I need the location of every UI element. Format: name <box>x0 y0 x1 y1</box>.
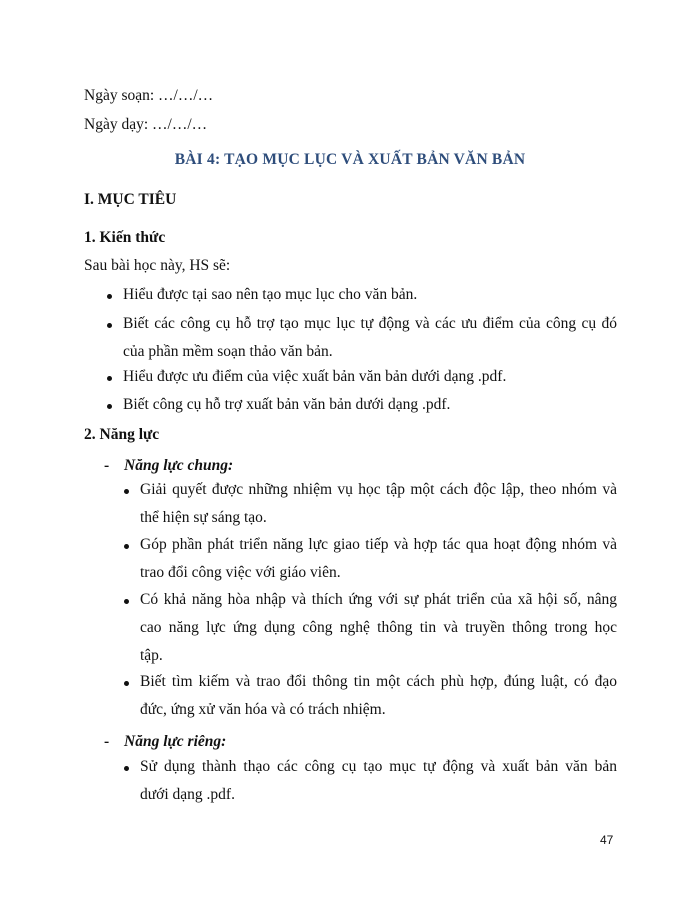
bullet-icon <box>124 766 129 771</box>
bullet-icon <box>124 544 129 549</box>
knowledge-item: Hiểu được ưu điểm của việc xuất bản văn bản dưới dạng .pdf. <box>123 368 507 385</box>
general-competency-item-continuation: trao đổi công việc với giáo viên. <box>140 564 341 581</box>
knowledge-item: Hiểu được tại sao nên tạo mục lục cho văn bản. <box>123 286 418 303</box>
dash-marker: - <box>104 457 110 474</box>
general-competency-item: Có khả năng hòa nhập và thích ứng với sự phát triển của xã hội số, nâng <box>140 591 617 608</box>
date-prepared: Ngày soạn: …/…/… <box>84 87 214 104</box>
bullet-icon <box>124 681 129 686</box>
bullet-icon <box>124 599 129 604</box>
date-taught: Ngày dạy: …/…/… <box>84 116 208 133</box>
specific-competency-item: Sử dụng thành thạo các công cụ tạo mục tự động và xuất bản văn bản <box>140 758 617 775</box>
dash-marker: - <box>104 733 110 750</box>
general-competency-item: Biết tìm kiếm và trao đổi thông tin một cách phù hợp, đúng luật, có đạo <box>140 673 617 690</box>
lesson-title: BÀI 4: TẠO MỤC LỤC VÀ XUẤT BẢN VĂN BẢN <box>174 151 526 168</box>
general-competency-label: Năng lực chung: <box>124 457 234 474</box>
bullet-icon <box>124 489 129 494</box>
subsection-heading-competencies: 2. Năng lực <box>84 426 160 443</box>
general-competency-item: Góp phần phát triển năng lực giao tiếp và hợp tác qua hoạt động nhóm và <box>140 536 617 553</box>
specific-competency-item-continuation: dưới dạng .pdf. <box>140 786 235 803</box>
knowledge-intro: Sau bài học này, HS sẽ: <box>84 257 231 274</box>
general-competency-item-continuation: tập. <box>140 647 163 664</box>
bullet-icon <box>107 376 112 381</box>
subsection-heading-knowledge: 1. Kiến thức <box>84 229 166 246</box>
knowledge-item-continuation: của phần mềm soạn thảo văn bản. <box>123 343 333 360</box>
knowledge-item: Biết các công cụ hỗ trợ tạo mục lục tự động và các ưu điểm của công cụ đó <box>123 315 617 332</box>
knowledge-item: Biết công cụ hỗ trợ xuất bản văn bản dưới dạng .pdf. <box>123 396 451 413</box>
general-competency-item-continuation: cao năng lực ứng dụng công nghệ thông tin và truyền thông trong học <box>140 619 617 636</box>
section-heading-objectives: I. MỤC TIÊU <box>84 191 177 208</box>
bullet-icon <box>107 323 112 328</box>
bullet-icon <box>107 404 112 409</box>
specific-competency-label: Năng lực riêng: <box>124 733 227 750</box>
general-competency-item-continuation: đức, ứng xử văn hóa và có trách nhiệm. <box>140 701 386 718</box>
page-number: 47 <box>600 833 614 847</box>
general-competency-item: Giải quyết được những nhiệm vụ học tập một cách độc lập, theo nhóm và <box>140 481 617 498</box>
bullet-icon <box>107 294 112 299</box>
general-competency-item-continuation: thể hiện sự sáng tạo. <box>140 509 267 526</box>
